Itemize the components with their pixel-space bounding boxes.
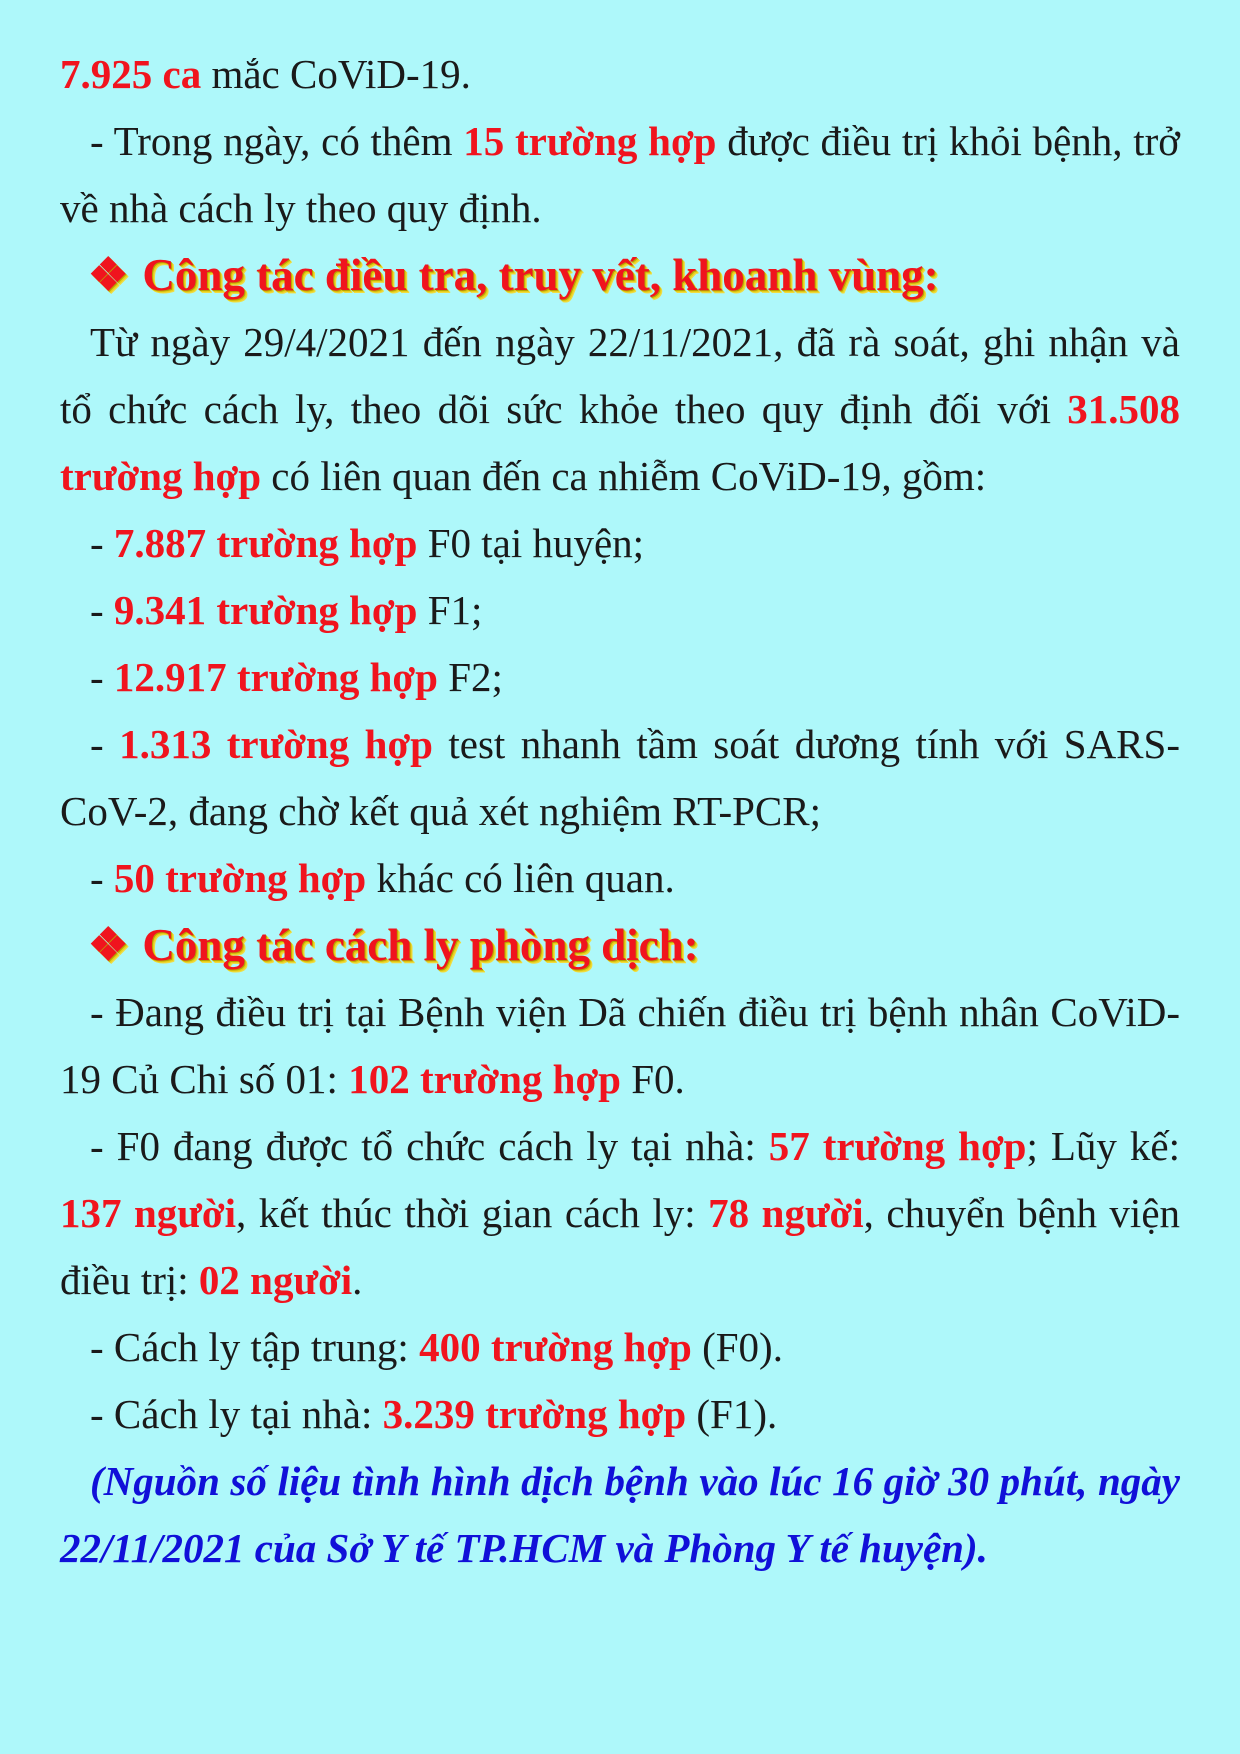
home-f0-paragraph: [60, 1113, 1180, 1314]
recovered-text-b: được điều trị khỏi bệnh, trở về nhà cách ly theo quy định.: [60, 118, 1180, 231]
list-item-value: 9.341 trường hợp: [113, 587, 418, 633]
home-f0-text-e: .: [352, 1257, 363, 1303]
home-f0-text-b: ; Lũy kế:: [1026, 1123, 1180, 1169]
list-item: [60, 845, 1180, 912]
central-text-a: - Cách ly tập trung:: [90, 1324, 420, 1370]
home-f0-transferred-value: 02 người: [198, 1257, 353, 1303]
home-f0-cumulative-value: 137 người: [60, 1190, 236, 1236]
list-item-dash: -: [90, 855, 114, 901]
home-value: 3.239 trường hợp: [382, 1391, 687, 1437]
section-heading-quarantine: [60, 912, 1180, 979]
list-item-dash: -: [90, 520, 114, 566]
home-text-a: - Cách ly tại nhà:: [90, 1391, 383, 1437]
list-item: [60, 577, 1180, 644]
recovered-text-a: - Trong ngày, có thêm: [90, 118, 464, 164]
home-f0-finished-value: 78 người: [708, 1190, 864, 1236]
section-title-tracing: Công tác điều tra, truy vết, khoanh vùng:: [142, 250, 939, 300]
section-heading-tracing: [60, 242, 1180, 309]
tracing-total-value: 31.508 trường hợp: [60, 386, 1180, 499]
central-text-b: (F0).: [691, 1324, 783, 1370]
list-item-dash: -: [90, 721, 120, 767]
recovered-paragraph: [60, 108, 1180, 242]
central-quarantine-paragraph: [60, 1314, 1180, 1381]
section-title-quarantine: Công tác cách ly phòng dịch:: [142, 920, 699, 970]
home-f0-text-a: - F0 đang được tổ chức cách ly tại nhà:: [90, 1123, 769, 1169]
home-text-b: (F1).: [686, 1391, 778, 1437]
list-item-text: F1;: [417, 587, 483, 633]
list-item-dash: -: [90, 587, 114, 633]
list-item: [60, 510, 1180, 577]
list-item: [60, 711, 1180, 845]
hospital-paragraph: [60, 979, 1180, 1113]
list-item-value: 7.887 trường hợp: [113, 520, 418, 566]
total-cases-value: 7.925 ca: [60, 51, 202, 97]
central-value: 400 trường hợp: [419, 1324, 692, 1370]
tracing-text-b: có liên quan đến ca nhiễm CoViD-19, gồm:: [261, 453, 987, 499]
home-f0-text-d: , chuyển bệnh viện điều trị:: [60, 1190, 1181, 1303]
intro-paragraph: [60, 41, 1180, 108]
tracing-text-a: Từ ngày 29/4/2021 đến ngày 22/11/2021, đã rà soát, ghi nhận và tổ chức cách ly, theo dõi sức khỏe theo quy định đối với: [60, 319, 1180, 432]
source-note: (Nguồn số liệu tình hình dịch bệnh vào lúc 16 giờ 30 phút, ngày 22/11/2021 của Sở Y tế TP.HCM và Phòng Y tế huyện).: [60, 1458, 1180, 1571]
tracing-paragraph: [60, 309, 1180, 510]
recovered-value: 15 trường hợp: [463, 118, 717, 164]
diamond-bullet-icon: ❖: [88, 920, 129, 970]
list-item-text: test nhanh tầm soát dương tính với SARS-CoV-2, đang chờ kết quả xét nghiệm RT-PCR;: [60, 721, 1180, 834]
diamond-bullet-icon: ❖: [88, 250, 129, 300]
hospital-text-b: F0.: [620, 1056, 685, 1102]
list-item-text: khác có liên quan.: [366, 855, 675, 901]
list-item-text: F2;: [437, 654, 503, 700]
list-item-dash: -: [90, 654, 114, 700]
list-item-value: 12.917 trường hợp: [113, 654, 438, 700]
list-item-value: 1.313 trường hợp: [119, 721, 433, 767]
hospital-text-a: - Đang điều trị tại Bệnh viện Dã chiến điều trị bệnh nhân CoViD-19 Củ Chi số 01:: [60, 989, 1180, 1102]
tracing-list: [60, 510, 1180, 912]
hospital-value: 102 trường hợp: [348, 1056, 621, 1102]
home-f0-text-c: , kết thúc thời gian cách ly:: [235, 1190, 709, 1236]
list-item-text: F0 tại huyện;: [417, 520, 645, 566]
list-item: [60, 644, 1180, 711]
home-quarantine-paragraph: [60, 1381, 1180, 1448]
list-item-value: 50 trường hợp: [113, 855, 367, 901]
home-f0-current-value: 57 trường hợp: [768, 1123, 1027, 1169]
intro-text: mắc CoViD-19.: [201, 51, 471, 97]
